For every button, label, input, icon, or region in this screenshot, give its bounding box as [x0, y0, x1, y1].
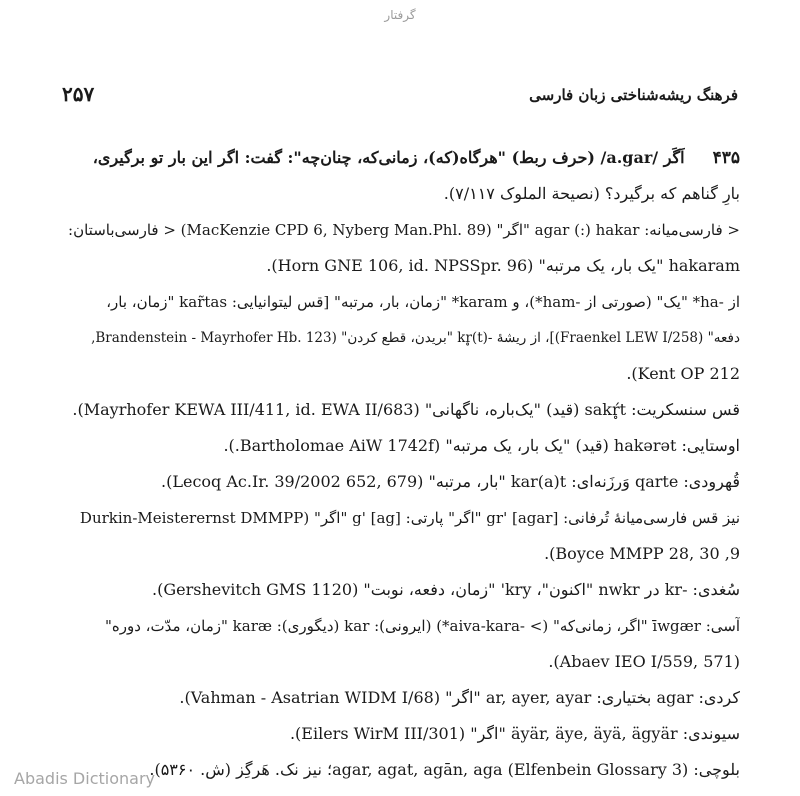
entry-number: ۴۳۵	[712, 148, 740, 168]
entry-headline	[62, 140, 740, 176]
entry-line: سیوندی: äyär, äye, äyä, ägyär "اگر" (Eilers WirM III/301).	[289, 724, 740, 743]
entry-line: کردی: agar بختیاری: ar, ayer, ayar "اگر" (Vahman - Asatrian WIDM I/68).	[179, 688, 740, 707]
entry-line: نیز قس فارسی‌میانهٔ تُرفانی: gr' [agar] "اگر" پارتی: g' [ag] "اگر" (Durkin-Meisterernst DMMPP	[79, 509, 740, 527]
entry-line: (Abaev IEO I/559, 571).	[548, 652, 740, 671]
entry-line: دفعه" (Fraenkel LEW I/258)]، از ریشهٔ -kr̥(t) "بریدن، قطع کردن" (Brandenstein - Mayrhofer Hb. 123,	[91, 330, 740, 346]
entry-line: بارِ گناهم که برگیرد؟ (نصیحة الملوک ۷/۱۱۷).	[443, 184, 740, 203]
entry-line: hakaram "یک بار، یک مرتبه" (Horn GNE 106, id. NPSSpr. 96).	[266, 256, 740, 275]
entry-line: < فارسی‌میانه: agar (:) hakar "اگر" (MacKenzie CPD 6, Nyberg Man.Phl. 89) < فارسی‌باستان:	[68, 221, 740, 239]
page-header	[62, 82, 738, 108]
entry-line: قُهرودی: qarte وَرزَنه‌ای: kar(a)t "بار، مرتبه" (Lecoq Ac.Ir. 39/2002 652, 679).	[161, 472, 740, 491]
page-number: ۲۵۷	[62, 82, 95, 106]
entry-line: اوستایی: hakərət (قید) "یک بار، یک مرتبه" (Bartholomae AiW 1742f.).	[223, 436, 740, 455]
entry-line: 9, Boyce MMPP 28, 30).	[544, 544, 740, 563]
watermark: Abadis Dictionary	[14, 769, 155, 788]
entry-line: بلوچی: agar, agat, agān, aga (Elfenbein Glossary 3)؛ نیز نک. هَرگِز (ش. ۵۳۶۰).	[149, 760, 740, 779]
entry-line: Kent OP 212).	[626, 364, 740, 383]
site-title: گرفتار	[384, 8, 416, 22]
entry-line: از -ha* "یک" (صورتی از -ham*)، و karam* "زمان، بار، مرتبه" [قس لیتوانیایی: kar̃tas "زمان، بار،	[106, 293, 740, 311]
entry-line: آسی: īwgær "اگر، زمانی‌که" (> -aiva-kara*) (ایرونی): kar (دیگوری): karæ "زمان، مدّت، دوره"	[104, 617, 740, 635]
book-title: فرهنگ ریشه‌شناختی زبان فارسی	[529, 86, 738, 104]
dictionary-entry	[62, 140, 740, 788]
entry-line: اَگَر /a.gar/ (حرف ربط) "هرگاه(که)، زمانی‌که، چنان‌چه": گفت: اگر این بار تو برگیری،	[92, 148, 685, 167]
entry-line: سُغدی: -kr در nwkr "اکنون"، kry' "زمان، دفعه، نوبت" (Gershevitch GMS 1120).	[152, 580, 740, 599]
entry-line: قس سنسکریت: sakŕ̥t (قید) "یک‌باره، ناگهانی" (Mayrhofer KEWA III/411, id. EWA II/683).	[72, 400, 740, 419]
